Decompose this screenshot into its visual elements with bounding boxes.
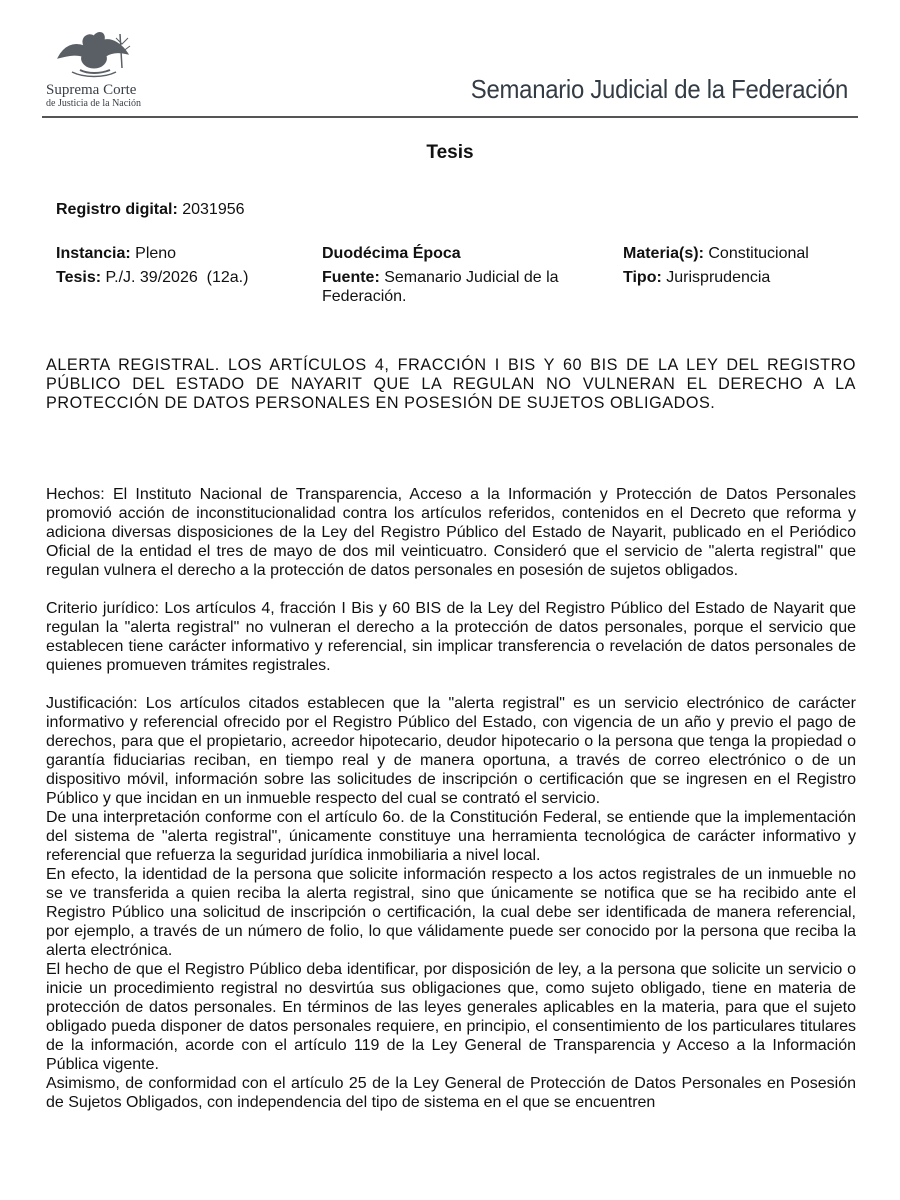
header-divider <box>42 116 858 118</box>
paragraph-interpretacion: De una interpretación conforme con el artículo 6o. de la Constitución Federal, se entiende que la implementación del sistema de "alerta registral", únicamente constituye una herramienta tecnológica de carácter informativo y referencial que refuerza la seguridad jurídica inmobiliaria a nivel local. <box>46 809 856 864</box>
paragraph-hecho: El hecho de que el Registro Público deba identificar, por disposición de ley, a la persona que solicite un servicio o inicie un procedimiento registral no desvirtúa sus obligaciones que, como sujeto obligado, tiene en materia de protección de datos personales. En términos de las leyes generales aplicables en la materia, para que el sujeto obligado pueda disponer de datos personales requiere, en principio, el consentimiento de los particulares titulares de la información, acorde con el artículo 119 de la Ley General de Transparencia y Acceso a la Información Pública vigente. <box>46 961 856 1073</box>
epoca-value: Duodécima Época <box>322 245 461 262</box>
fuente-value: Semanario Judicial de la Federación. <box>322 269 559 305</box>
paragraph-justificacion: Justificación: Los artículos citados establecen que la "alerta registral" es un servicio electrónico de carácter informativo y referencial ofrecido por el Registro Público del Estado, con vigencia de un año y previo el pago de derechos, para que el propietario, acreedor hipotecario, deudor hipotecario o la persona que tenga la propiedad o garantía fiduciarias reciban, en tiempo real y de manera oportuna, a través de correo electrónico o de un dispositivo móvil, información sobre las solicitudes de inscripción o certificación que se ingresen en el Registro Público y que incidan en un inmueble respecto del cual se contrató el servicio. <box>46 695 856 807</box>
thesis-title: ALERTA REGISTRAL. LOS ARTÍCULOS 4, FRACCIÓN I BIS Y 60 BIS DE LA LEY DEL REGISTRO PÚBLICO DEL ESTADO DE NAYARIT QUE LA REGULAN NO VULNERAN EL DERECHO A LA PROTECCIÓN DE DATOS PERSONALES EN POSESIÓN DE SUJETOS OBLIGADOS. <box>46 356 856 412</box>
materia <box>623 244 809 263</box>
paragraph-criterio: Criterio jurídico: Los artículos 4, fracción I Bis y 60 BIS de la Ley del Registro Público del Estado de Nayarit que regulan la "alerta registral" no vulneran el derecho a la protección de datos personales, porque el servicio que establecen tiene carácter informativo y referencial, sin implicar transferencia o revelación de datos personales de quienes promueven trámites registrales. <box>46 600 856 674</box>
tesis-label: Tesis: <box>56 269 102 286</box>
fuente-label: Fuente: <box>322 269 380 286</box>
instancia-label: Instancia: <box>56 245 131 262</box>
tipo-value: Jurisprudencia <box>666 269 771 286</box>
tipo <box>623 268 770 287</box>
court-logo <box>46 28 146 114</box>
paragraph-asimismo: Asimismo, de conformidad con el artículo 25 de la Ley General de Protección de Datos Personales en Posesión de Sujetos Obligados, con independencia del tipo de sistema en el que se encuentren <box>46 1075 856 1111</box>
materia-label: Materia(s): <box>623 245 704 262</box>
logo-org-subtitle: de Justicia de la Nación <box>46 98 141 109</box>
logo-org-name: Suprema Corte <box>46 82 137 98</box>
instancia <box>56 244 176 263</box>
eagle-emblem-icon <box>50 28 136 80</box>
tesis-value: P./J. 39/2026 (12a.) <box>105 269 249 286</box>
fuente <box>322 268 602 306</box>
registro-label: Registro digital: <box>56 201 178 218</box>
paragraph-hechos: Hechos: El Instituto Nacional de Transparencia, Acceso a la Información y Protección de Datos Personales promovió acción de inconstitucionalidad contra los artículos referidos, contenidos en el Decreto que reforma y adiciona diversas disposiciones de la Ley del Registro Público del Estado de Nayarit, publicado en el Periódico Oficial de la entidad el tres de mayo de dos mil veinticuatro. Consideró que el servicio de "alerta registral" que regulan vulnera el derecho a la protección de datos personales en posesión de sujetos obligados. <box>46 486 856 579</box>
epoca <box>322 244 461 263</box>
registro-value: 2031956 <box>182 201 245 218</box>
materia-value: Constitucional <box>708 245 809 262</box>
tipo-label: Tipo: <box>623 269 662 286</box>
paragraph-en-efecto: En efecto, la identidad de la persona que solicite información respecto a los actos registrales de un inmueble no se ve transferida a quien reciba la alerta registral, sino que únicamente se notifica que se ha recibido ante el Registro Público una solicitud de inscripción o certificación, la cual debe ser identificada de manera referencial, por ejemplo, a través de un número de folio, lo que válidamente puede ser conocido por la persona que reciba la alerta electrónica. <box>46 866 856 959</box>
publication-title: Semanario Judicial de la Federación <box>470 74 848 104</box>
thesis-body <box>46 485 856 1112</box>
document-type-heading: Tesis <box>426 142 474 163</box>
tesis-number <box>56 268 248 287</box>
instancia-value: Pleno <box>135 245 177 262</box>
registro-digital <box>56 200 245 219</box>
